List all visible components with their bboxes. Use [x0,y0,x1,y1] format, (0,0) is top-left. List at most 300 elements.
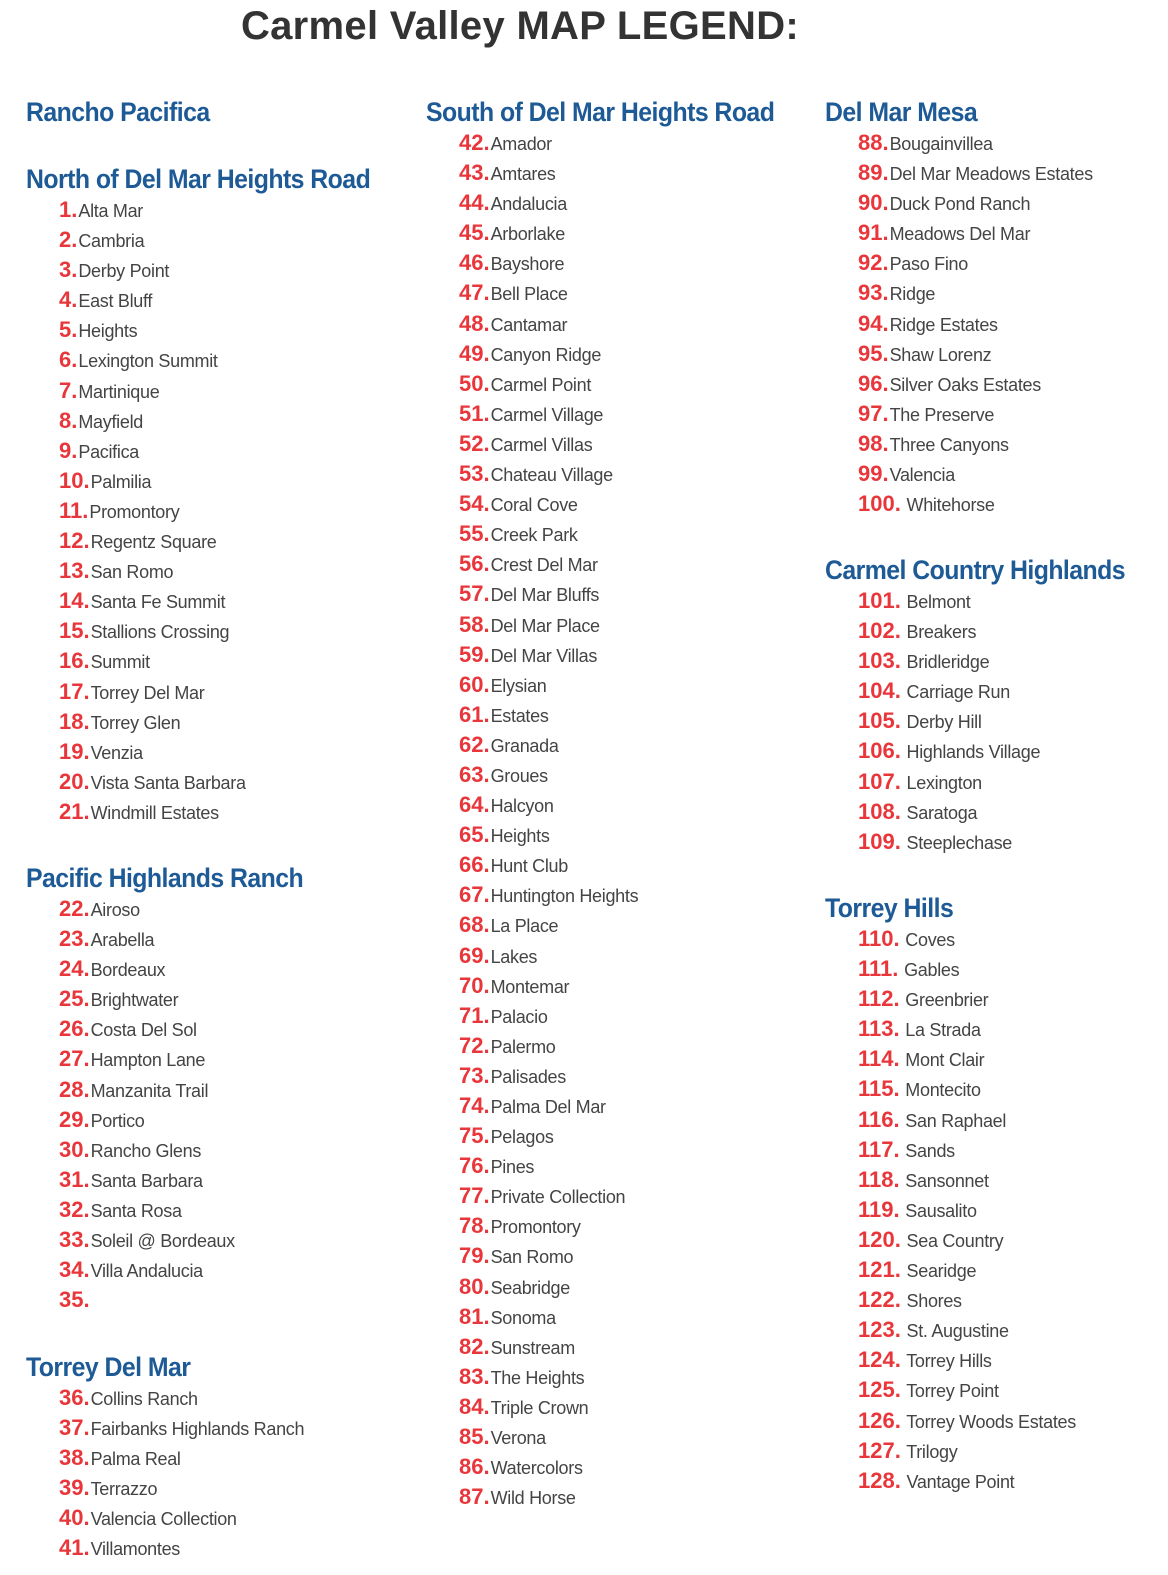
legend-item [858,369,1093,399]
legend-item [59,586,400,616]
legend-item [459,1452,805,1482]
legend-item-number: 6. [59,347,78,373]
legend-item [59,466,400,496]
legend-item [59,436,400,466]
legend-item [59,1255,327,1285]
legend-item [858,1074,1076,1104]
legend-item [59,1443,304,1473]
legend-item-number: 102. [858,618,901,644]
legend-item-name: Sonoma [490,1307,556,1328]
legend-item-number: 59. [459,641,490,667]
legend-item-name: Soleil @ Bordeaux [90,1231,235,1252]
legend-item-name: Duck Pond Ranch [889,194,1031,215]
legend-item-name: Amtares [490,164,556,185]
legend-item-number: 81. [459,1303,490,1329]
legend-item [59,1105,327,1135]
legend-item-number: 104. [858,678,901,704]
legend-item-number: 80. [459,1273,490,1299]
legend-item [59,616,400,646]
legend-item [858,1014,1076,1044]
legend-item [59,1014,327,1044]
legend-item-name: Valencia Collection [90,1509,237,1530]
legend-item-number: 109. [858,828,901,854]
legend-item [459,309,805,339]
legend-item [459,429,805,459]
legend-item-name: Mayfield [78,411,143,432]
legend-item [59,1473,304,1503]
legend-item-name: Valencia [889,465,955,486]
legend-item-name: Arborlake [490,224,565,245]
legend-item [858,128,1093,158]
legend-item-name: Chateau Village [490,465,613,486]
legend-item-number: 4. [59,287,78,313]
legend-item-name: Sansonnet [900,1170,989,1191]
legend-item [858,309,1093,339]
legend-item-number: 97. [858,400,889,426]
legend-item-number: 47. [459,280,490,306]
legend-item [59,315,400,345]
legend-item-number: 70. [459,972,490,998]
legend-item [459,1422,805,1452]
legend-item-number: 63. [459,761,490,787]
legend-item-number: 118. [858,1166,900,1192]
legend-item-number: 46. [459,250,490,276]
page-title: Carmel Valley MAP LEGEND: [240,4,800,48]
legend-item-number: 126. [858,1407,901,1433]
legend-item [459,549,805,579]
legend-item [459,1332,805,1362]
legend-item-number: 87. [459,1484,490,1510]
legend-item-number: 1. [59,197,78,222]
legend-item [858,1315,1076,1345]
legend-item-name: Portico [90,1110,145,1131]
legend-item [59,707,400,737]
legend-item-number: 115. [858,1076,900,1102]
legend-item [459,850,805,880]
legend-item-name: Meadows Del Mar [889,224,1031,245]
legend-item-number: 95. [858,340,889,366]
legend-item [59,225,400,255]
legend-item-name: Sausalito [900,1200,977,1221]
legend-item [459,459,805,489]
legend-item-number: 26. [59,1016,90,1042]
legend-item-number: 11. [59,497,89,523]
legend-item-number: 69. [459,942,490,968]
legend-item-number: 15. [59,618,90,644]
legend-item [459,1211,805,1241]
legend-item [59,1503,304,1533]
legend-item [59,797,400,827]
legend-item-name: Watercolors [490,1458,583,1479]
legend-item-name: Highlands Village [901,742,1041,763]
legend-list [825,128,1093,519]
legend-item-name: Lexington [901,772,982,793]
legend-item-number: 78. [459,1213,490,1239]
legend-item [59,894,327,924]
legend-item-number: 64. [459,792,490,818]
legend-item-number: 28. [59,1076,90,1102]
legend-item-number: 42. [459,130,490,155]
legend-item-number: 85. [459,1424,490,1450]
legend-item-number: 71. [459,1002,490,1028]
legend-item-number: 10. [59,467,90,493]
legend-item [858,489,1093,519]
legend-item [858,706,1151,736]
legend-item [59,984,327,1014]
legend-item [59,1135,327,1165]
legend-item-name: Canyon Ridge [490,344,602,365]
legend-item-name: Silver Oaks Estates [889,374,1041,395]
legend-item [59,1225,327,1255]
legend-section [825,96,1093,519]
legend-item-number: 120. [858,1226,901,1252]
legend-item-number: 34. [59,1257,90,1283]
legend-item-name: La Strada [900,1020,981,1041]
legend-item-number: 83. [459,1363,490,1389]
legend-item-number: 61. [459,701,490,727]
legend-item-name: Amador [490,134,552,154]
legend-item-name: Summit [90,652,150,673]
legend-item [858,1135,1076,1165]
legend-item-name: Carriage Run [901,682,1010,703]
legend-item-name: The Preserve [889,404,995,425]
legend-item-number: 41. [59,1535,90,1561]
legend-item [858,1406,1076,1436]
legend-item [459,730,805,760]
legend-item-number: 106. [858,738,901,764]
legend-item-name: Greenbrier [900,990,989,1011]
legend-item-number: 55. [459,521,490,547]
legend-item [459,880,805,910]
legend-item-name: Del Mar Bluffs [490,585,600,606]
legend-item-number: 2. [59,227,78,253]
legend-item [459,399,805,429]
legend-list [26,1383,304,1564]
legend-item-name: Collins Ranch [90,1389,198,1409]
legend-list [825,586,1151,857]
legend-item [459,640,805,670]
legend-item-number: 52. [459,430,490,456]
legend-item [459,790,805,820]
legend-item-name: Villa Andalucia [90,1261,203,1282]
section-heading: Torrey Del Mar [26,1352,191,1382]
legend-item-name: Carmel Villas [490,434,593,455]
legend-item-number: 84. [459,1393,490,1419]
legend-item-number: 3. [59,257,78,283]
section-heading: North of Del Mar Heights Road [26,164,371,194]
legend-item [459,1272,805,1302]
legend-item-name: Palma Del Mar [490,1097,606,1117]
legend-item-number: 51. [459,400,490,426]
legend-item-number: 75. [459,1123,490,1149]
legend-item-name: Searidge [901,1261,977,1282]
legend-item-name: Trilogy [901,1441,958,1462]
legend-item [59,345,400,375]
legend-item-name: Montecito [900,1080,981,1101]
legend-item-number: 24. [59,956,90,982]
legend-item [858,158,1093,188]
legend-item-name: Costa Del Sol [90,1020,197,1041]
legend-section [26,1351,304,1564]
legend-item-name: Belmont [901,592,971,612]
legend-item-number: 98. [858,430,889,456]
legend-item-name: Sands [900,1140,955,1161]
legend-item-name: Heights [78,321,138,342]
legend-item [858,1466,1076,1496]
legend-item-name: Steeplechase [901,832,1013,853]
legend-item-name: Heights [490,826,550,847]
legend-item-number: 18. [59,708,90,734]
legend-item-number: 100. [858,491,901,517]
legend-item-name: Palmilia [90,471,152,492]
legend-item-number: 20. [59,768,90,794]
legend-item [459,278,805,308]
legend-item-number: 25. [59,986,90,1012]
legend-item-number: 23. [59,926,90,952]
legend-item-number: 110. [858,926,900,951]
legend-item-name: Saratoga [901,802,978,823]
legend-item-name: Arabella [90,930,155,951]
legend-item-name: Cantamar [490,314,568,335]
legend-item-number: 12. [59,528,90,554]
legend-item-name: Torrey Woods Estates [901,1411,1076,1432]
legend-list [825,924,1076,1496]
legend-item-name: Pacifica [78,441,139,462]
legend-item [858,399,1093,429]
legend-item [858,924,1076,954]
legend-item [59,954,327,984]
legend-item [858,188,1093,218]
legend-item [59,285,400,315]
legend-item [59,1285,327,1315]
legend-item [858,797,1151,827]
legend-item [858,339,1093,369]
legend-item-number: 65. [459,822,490,848]
legend-item [459,610,805,640]
legend-item [858,1285,1076,1315]
legend-item-name: Derby Hill [901,712,982,733]
legend-item-name: Bayshore [490,254,565,275]
legend-item-name: Vantage Point [901,1471,1015,1492]
legend-item [459,339,805,369]
legend-item [858,429,1093,459]
legend-item-number: 54. [459,491,490,517]
legend-item [59,406,400,436]
legend-item-number: 107. [858,768,901,794]
legend-item [59,496,400,526]
legend-item [459,820,805,850]
section-heading: Torrey Hills [825,893,954,923]
legend-item-name: La Place [490,916,559,937]
legend-item-name: Ridge [889,284,936,305]
legend-item [858,1255,1076,1285]
legend-item-number: 22. [59,896,90,921]
legend-item-name: Creek Park [490,525,578,546]
legend-item-name: Torrey Point [901,1381,999,1402]
legend-item [59,1413,304,1443]
legend-item-number: 19. [59,738,90,764]
legend-item-name: Stallions Crossing [90,622,230,643]
legend-item-number: 93. [858,280,889,306]
legend-item-number: 68. [459,912,490,938]
legend-item [858,1105,1076,1135]
legend-item-number: 45. [459,220,490,246]
legend-item [459,1392,805,1422]
legend-item-name: Estates [490,705,549,726]
legend-item-number: 79. [459,1243,490,1269]
legend-item-number: 124. [858,1347,901,1373]
legend-item-number: 96. [858,370,889,396]
legend-item-number: 33. [59,1227,90,1253]
legend-item [59,255,400,285]
legend-item [59,1075,327,1105]
legend-item [59,924,327,954]
legend-item-number: 56. [459,551,490,577]
legend-item-number: 44. [459,190,490,216]
legend-section [26,862,327,1315]
legend-item-number: 38. [59,1445,90,1471]
legend-item-name: Montemar [490,976,570,997]
legend-item [858,218,1093,248]
legend-item [858,827,1151,857]
legend-item-name: Bell Place [490,284,568,305]
legend-item-name: Palermo [490,1036,556,1057]
legend-item-name: Santa Rosa [90,1200,182,1221]
legend-item-number: 53. [459,461,490,487]
legend-item-number: 119. [858,1196,900,1222]
legend-item-number: 111. [858,956,899,982]
legend-item-name: Halcyon [490,796,554,817]
legend-item [459,1151,805,1181]
legend-item [59,526,400,556]
legend-item [459,1362,805,1392]
legend-item [459,369,805,399]
legend-item [459,1241,805,1271]
legend-item [459,910,805,940]
legend-item [858,646,1151,676]
legend-list [426,128,805,1512]
legend-item-name: San Romo [490,1247,574,1268]
legend-item-number: 62. [459,731,490,757]
legend-item-number: 116. [858,1106,900,1132]
legend-item-number: 32. [59,1196,90,1222]
legend-item-name: Derby Point [78,261,170,282]
legend-item-name: Hampton Lane [90,1050,206,1071]
legend-item-number: 39. [59,1475,90,1501]
legend-item-name: Sea Country [901,1230,1004,1251]
section-heading: Carmel Country Highlands [825,555,1126,585]
legend-item-name: Andalucia [490,194,567,215]
legend-item [459,158,805,188]
legend-item-number: 66. [459,852,490,878]
legend-item-name: Shaw Lorenz [889,344,992,365]
legend-section [26,96,226,128]
legend-item-name: Windmill Estates [90,802,219,823]
section-heading: South of Del Mar Heights Road [426,97,775,127]
legend-item-name: Villamontes [90,1539,181,1560]
legend-item-number: 49. [459,340,490,366]
legend-item-number: 43. [459,160,490,186]
legend-item-number: 82. [459,1333,490,1359]
legend-item [858,1345,1076,1375]
legend-item-number: 48. [459,310,490,336]
legend-item [459,1061,805,1091]
legend-item-name: Huntington Heights [490,886,639,907]
legend-item-number: 57. [459,581,490,607]
legend-item-name: Alta Mar [78,201,143,221]
legend-item-number: 113. [858,1016,900,1042]
legend-item-name: Palisades [490,1066,566,1087]
legend-item-number: 121. [858,1257,901,1283]
legend-item [459,188,805,218]
legend-item [459,700,805,730]
legend-item [858,984,1076,1014]
legend-item-name: Three Canyons [889,434,1009,455]
legend-item-name: Santa Fe Summit [90,592,226,613]
legend-item-number: 99. [858,461,889,487]
legend-item-number: 17. [59,678,90,704]
legend-item-name: Cambria [78,231,145,252]
legend-item-number: 103. [858,648,901,674]
legend-item [858,1436,1076,1466]
legend-item-number: 101. [858,588,901,613]
legend-item [459,1121,805,1151]
legend-item-number: 86. [459,1454,490,1480]
legend-item [858,736,1151,766]
legend-item [459,519,805,549]
section-heading: Pacific Highlands Ranch [26,863,304,893]
legend-item-name: Carmel Village [490,404,604,425]
legend-item [459,1181,805,1211]
legend-item-number: 27. [59,1046,90,1072]
legend-item-number: 76. [459,1153,490,1179]
legend-item [459,128,805,158]
legend-item-name: Palacio [490,1006,548,1027]
legend-item [858,1225,1076,1255]
legend-item-name: Carmel Point [490,374,592,395]
legend-item-number: 90. [858,190,889,216]
legend-item [858,278,1093,308]
section-heading: Del Mar Mesa [825,97,978,127]
legend-item [858,676,1151,706]
legend-item [459,1001,805,1031]
legend-item [59,195,400,225]
legend-item-name: San Romo [90,562,174,583]
legend-item-number: 114. [858,1046,900,1072]
legend-item [459,941,805,971]
legend-item [59,767,400,797]
legend-item-number: 91. [858,220,889,246]
legend-item-number: 73. [459,1062,490,1088]
legend-item-name: Bridleridge [901,652,990,673]
legend-item-name: Gables [899,960,960,981]
legend-item-number: 60. [459,671,490,697]
legend-item-name: The Heights [490,1367,585,1388]
legend-item-number: 92. [858,250,889,276]
legend-item-name: Granada [490,735,559,756]
legend-section [825,892,1076,1496]
legend-item-number: 50. [459,370,490,396]
legend-section [825,554,1151,857]
legend-item [858,1165,1076,1195]
legend-section [26,163,400,827]
legend-item [59,1195,327,1225]
legend-item-name: Verona [490,1428,546,1449]
legend-item-name: Torrey Del Mar [90,682,205,703]
legend-item-name: Pelagos [490,1127,554,1148]
legend-item-name: Groues [490,765,548,786]
legend-item-name: San Raphael [900,1110,1007,1131]
